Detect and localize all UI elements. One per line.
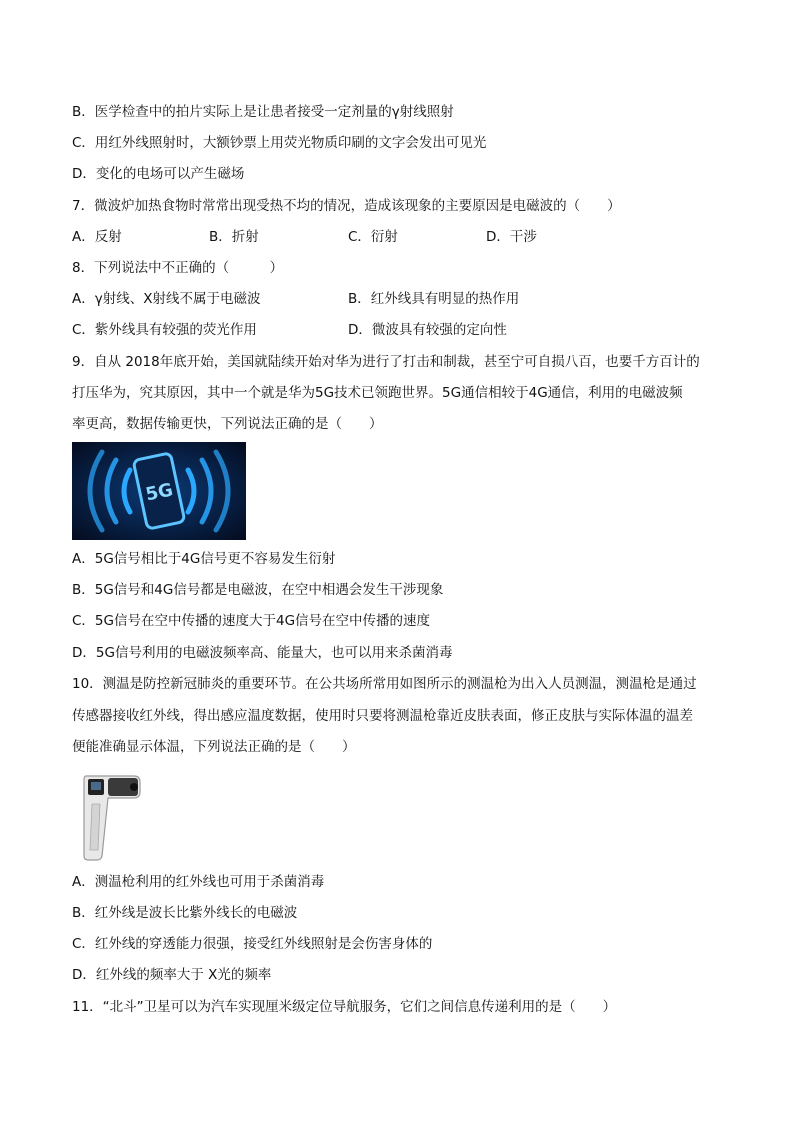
q7-option-d: D．干涉	[486, 229, 537, 245]
q9-option-d: D．5G信号利用的电磁波频率高、能量大，也可以用来杀菌消毒	[72, 645, 453, 661]
question-10-line-1: 10．测温是防控新冠肺炎的重要环节。在公共场所常用如图所示的测温枪为出入人员测温，测温枪是通过	[72, 676, 697, 692]
q6-option-b: B．医学检查中的拍片实际上是让患者接受一定剂量的γ射线照射	[72, 104, 454, 120]
question-10-line-3: 便能准确显示体温，下列说法正确的是（ ）	[72, 739, 356, 755]
q7-option-b: B．折射	[209, 229, 259, 245]
q10-option-a: A．测温枪利用的红外线也可用于杀菌消毒	[72, 874, 325, 890]
question-11: 11．“北斗”卫星可以为汽车实现厘米级定位导航服务，它们之间信息传递利用的是（ ）	[72, 999, 617, 1015]
q6-option-c: C．用红外线照射时，大额钞票上用荧光物质印刷的文字会发出可见光	[72, 135, 487, 151]
q6-option-d: D．变化的电场可以产生磁场	[72, 166, 245, 182]
q8-option-d: D．微波具有较强的定向性	[348, 322, 507, 338]
question-10-line-2: 传感器接收红外线，得出感应温度数据，使用时只要将测温枪靠近皮肤表面，修正皮肤与实际体温的温差	[72, 708, 693, 724]
question-9-line-1: 9．自从 2018年底开始，美国就陆续开始对华为进行了打击和制裁，甚至宁可自损八百，也要千方百计的	[72, 354, 700, 370]
q10-option-b: B．红外线是波长比紫外线长的电磁波	[72, 905, 298, 921]
q7-option-a: A．反射	[72, 229, 122, 245]
q9-option-a: A．5G信号相比于4G信号更不容易发生衍射	[72, 551, 336, 567]
5g-figure-text: 5G	[143, 479, 175, 506]
question-9-line-3: 率更高，数据传输更快，下列说法正确的是（ ）	[72, 416, 383, 432]
q10-option-d: D．红外线的频率大于 X光的频率	[72, 967, 272, 983]
thermometer-gun-figure	[72, 770, 144, 862]
question-7: 7．微波炉加热食物时常常出现受热不均的情况，造成该现象的主要原因是电磁波的（ ）	[72, 198, 621, 214]
question-8: 8．下列说法中不正确的（ ）	[72, 260, 284, 276]
q7-option-c: C．衍射	[348, 229, 398, 245]
q9-option-b: B．5G信号和4G信号都是电磁波，在空中相遇会发生干涉现象	[72, 582, 444, 598]
q8-option-a: A．γ射线、X射线不属于电磁波	[72, 291, 261, 307]
5g-phone-figure	[72, 442, 246, 540]
q8-option-b: B．红外线具有明显的热作用	[348, 291, 520, 307]
question-9-line-2: 打压华为，究其原因，其中一个就是华为5G技术已领跑世界。5G通信相较于4G通信，利用的电磁波频	[72, 385, 683, 401]
q10-option-c: C．红外线的穿透能力很强，接受红外线照射是会伤害身体的	[72, 936, 433, 952]
q9-option-c: C．5G信号在空中传播的速度大于4G信号在空中传播的速度	[72, 613, 431, 629]
q8-option-c: C．紫外线具有较强的荧光作用	[72, 322, 257, 338]
